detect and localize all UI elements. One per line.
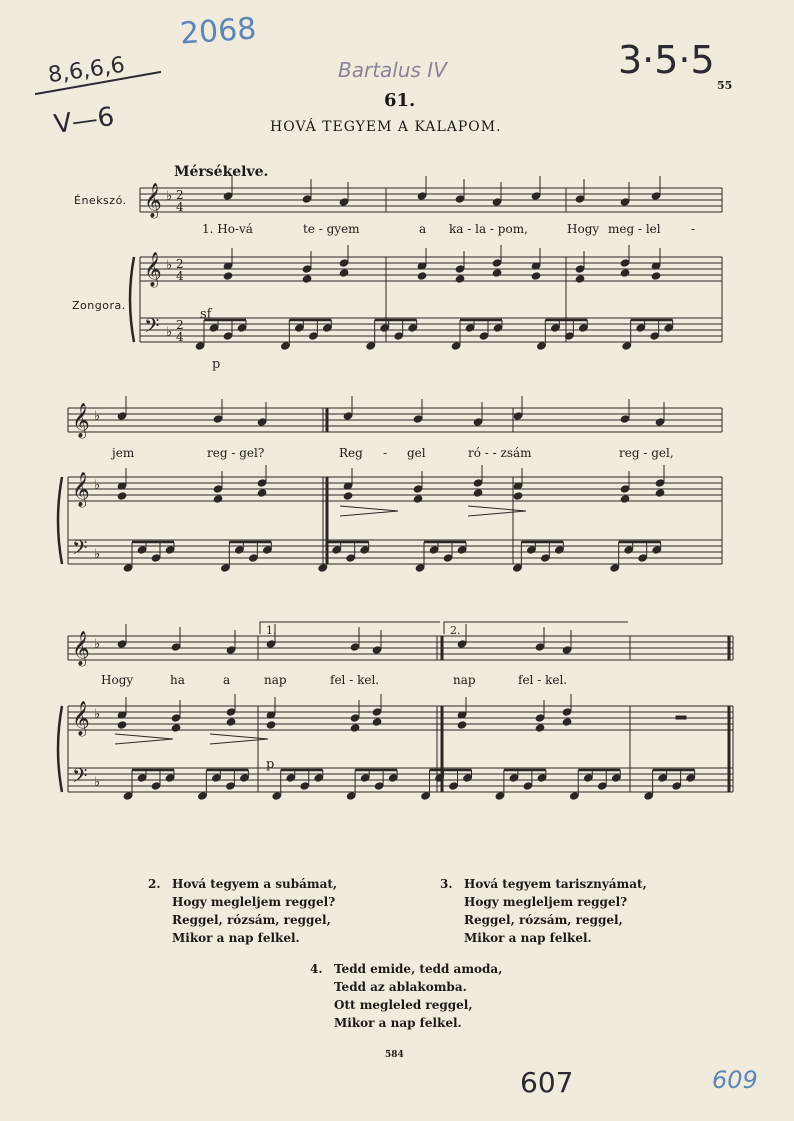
note-head	[394, 332, 404, 340]
note-head	[123, 792, 133, 800]
note-head	[493, 324, 503, 332]
lyric-s2-4: -	[383, 446, 388, 460]
footer-number: 584	[385, 1050, 404, 1060]
note-head	[257, 479, 267, 487]
verse-3-line-4: Mikor a nap felkel.	[464, 931, 592, 945]
note-head	[235, 546, 245, 554]
note-head	[257, 489, 267, 497]
note-head	[350, 643, 360, 651]
note-head	[513, 412, 523, 420]
note-head	[117, 412, 127, 420]
note-head	[535, 643, 545, 651]
piano-brace	[58, 477, 62, 564]
note-head	[457, 721, 467, 729]
note-head	[579, 324, 589, 332]
note-head	[137, 774, 147, 782]
note-head	[266, 721, 276, 729]
treble-clef-icon: 𝄞	[72, 701, 90, 736]
note-head	[171, 643, 181, 651]
note-head	[429, 546, 439, 554]
note-head	[611, 774, 621, 782]
song-number: 61.	[384, 90, 416, 111]
note-head	[562, 708, 572, 716]
note-head	[209, 324, 219, 332]
note-head	[652, 546, 662, 554]
note-head	[575, 275, 585, 283]
note-head	[443, 554, 453, 562]
note-head	[302, 275, 312, 283]
note-head	[620, 485, 630, 493]
song-title: HOVÁ TEGYEM A KALAPOM.	[270, 119, 502, 135]
note-head	[240, 774, 250, 782]
note-head	[257, 418, 267, 426]
note-head	[449, 782, 459, 790]
flat-icon: ♭	[166, 258, 173, 273]
note-head	[620, 495, 630, 503]
note-head	[655, 418, 665, 426]
note-head	[117, 721, 127, 729]
verse-2-line-1: Hová tegyem a subámat,	[172, 877, 338, 891]
verse-3-line-1: Hová tegyem tarisznyámat,	[464, 877, 647, 891]
verse-4-line-2: Tedd az ablakomba.	[334, 980, 467, 994]
note-head	[286, 774, 296, 782]
note-head	[473, 479, 483, 487]
note-head	[624, 546, 634, 554]
note-head	[350, 714, 360, 722]
note-head	[339, 259, 349, 267]
note-head	[651, 272, 661, 280]
whole-rest	[676, 716, 686, 719]
note-head	[413, 485, 423, 493]
lyric-s3-5: fel - kel.	[330, 673, 380, 687]
note-head	[644, 792, 654, 800]
note-head	[551, 324, 561, 332]
note-head	[597, 782, 607, 790]
lyric-s1-1: 1. Ho-vá	[202, 222, 253, 236]
note-head	[343, 492, 353, 500]
note-head	[655, 479, 665, 487]
accent-hairpin	[468, 506, 526, 516]
dynamic-p: p	[266, 757, 275, 772]
note-head	[620, 415, 630, 423]
treble-clef-icon: 𝄞	[72, 631, 90, 666]
time-signature-bottom: 4	[176, 200, 184, 214]
volta-1-label: 1.	[266, 624, 277, 637]
time-signature-bottom: 4	[176, 330, 184, 344]
note-head	[226, 646, 236, 654]
flat-icon: ♭	[94, 478, 101, 493]
note-head	[223, 272, 233, 280]
note-head	[309, 332, 319, 340]
note-head	[171, 724, 181, 732]
verse-4-line-4: Mikor a nap felkel.	[334, 1016, 462, 1030]
note-head	[366, 342, 376, 350]
note-head	[622, 342, 632, 350]
note-head	[151, 782, 161, 790]
note-head	[457, 546, 467, 554]
note-head	[346, 792, 356, 800]
note-head	[372, 708, 382, 716]
lyric-s1-3: a	[419, 222, 427, 236]
verse-3	[440, 875, 647, 947]
note-head	[198, 792, 208, 800]
verse-4-line-1: Tedd emide, tedd amoda,	[334, 962, 503, 976]
note-head	[537, 342, 547, 350]
note-head	[302, 265, 312, 273]
flat-icon: ♭	[94, 637, 101, 652]
note-head	[212, 774, 222, 782]
note-head	[638, 554, 648, 562]
handwritten-top-right-number: 3·5·5	[618, 38, 715, 82]
note-head	[479, 332, 489, 340]
note-head	[374, 782, 384, 790]
voice-label: Énekszó.	[74, 194, 127, 207]
note-head	[237, 324, 247, 332]
dynamic-p: p	[212, 357, 221, 372]
lyric-s3-6: nap	[453, 673, 476, 687]
page-number: 55	[717, 79, 733, 92]
note-head	[569, 792, 579, 800]
lyric-s1-2: te - gyem	[303, 222, 360, 236]
note-head	[575, 265, 585, 273]
tempo-marking: Mérsékelve.	[174, 164, 269, 180]
note-head	[620, 198, 630, 206]
note-head	[686, 774, 696, 782]
note-head	[408, 324, 418, 332]
note-head	[323, 324, 333, 332]
lyric-s3-3: a	[223, 673, 231, 687]
note-head	[655, 489, 665, 497]
treble-clef-icon: 𝄞	[72, 472, 90, 507]
note-head	[562, 646, 572, 654]
accent-hairpin	[340, 506, 398, 516]
note-head	[465, 324, 475, 332]
time-signature-top: 2	[176, 188, 184, 202]
note-head	[664, 324, 674, 332]
note-head	[314, 774, 324, 782]
piano-brace	[130, 257, 134, 342]
note-head	[226, 718, 236, 726]
flat-icon: ♭	[94, 775, 101, 790]
note-head	[509, 774, 519, 782]
flat-icon: ♭	[94, 707, 101, 722]
note-head	[473, 418, 483, 426]
note-head	[213, 495, 223, 503]
note-head	[562, 718, 572, 726]
note-head	[318, 564, 328, 572]
note-head	[388, 774, 398, 782]
accent-hairpin	[115, 734, 173, 744]
note-head	[473, 489, 483, 497]
note-head	[413, 415, 423, 423]
volta-2-label: 2.	[450, 624, 461, 637]
lyric-s2-2: reg - gel?	[207, 446, 265, 460]
note-head	[213, 415, 223, 423]
note-head	[531, 192, 541, 200]
note-head	[421, 792, 431, 800]
flat-icon: ♭	[94, 409, 101, 424]
treble-clef-icon: 𝄞	[144, 183, 162, 218]
volta-1-bracket	[260, 622, 440, 634]
note-head	[281, 342, 291, 350]
note-head	[457, 640, 467, 648]
note-head	[272, 792, 282, 800]
volta-2-bracket	[444, 622, 628, 634]
note-head	[165, 546, 175, 554]
note-head	[535, 724, 545, 732]
verse-2-line-2: Hogy megleljem reggel?	[172, 895, 336, 909]
verse-4-number: 4.	[310, 962, 323, 976]
flat-icon: ♭	[166, 189, 173, 204]
lyric-s2-7: reg - gel,	[619, 446, 674, 460]
verse-2-line-4: Mikor a nap felkel.	[172, 931, 300, 945]
note-head	[343, 412, 353, 420]
note-head	[650, 332, 660, 340]
note-head	[380, 324, 390, 332]
verse-3-line-3: Reggel, rózsám, reggel,	[464, 913, 623, 927]
note-head	[350, 724, 360, 732]
note-head	[413, 495, 423, 503]
flat-icon: ♭	[166, 325, 173, 340]
lyric-s2-1: jem	[112, 446, 135, 460]
time-signature-bottom: 4	[176, 269, 184, 283]
accent-hairpin	[210, 734, 268, 744]
note-head	[339, 198, 349, 206]
note-head	[620, 259, 630, 267]
note-head	[415, 564, 425, 572]
note-head	[417, 272, 427, 280]
note-head	[541, 554, 551, 562]
handwritten-bottom-blue-number: 609	[712, 1066, 758, 1094]
handwritten-fraction: 8,6,6,6	[46, 52, 127, 89]
note-head	[295, 324, 305, 332]
note-head	[117, 492, 127, 500]
note-head	[137, 546, 147, 554]
note-head	[492, 259, 502, 267]
note-head	[555, 546, 565, 554]
note-head	[620, 269, 630, 277]
note-head	[583, 774, 593, 782]
note-head	[527, 546, 537, 554]
handwritten-roman: V—6	[52, 101, 117, 141]
lyric-s2-6: ró - - zsám	[468, 446, 532, 460]
archive-number-blue: 2068	[178, 11, 258, 52]
dynamic-sf: sf	[200, 307, 212, 322]
note-head	[226, 708, 236, 716]
lyric-s1-7: -	[691, 222, 696, 236]
note-head	[339, 269, 349, 277]
note-head	[117, 640, 127, 648]
note-head	[360, 546, 370, 554]
note-head	[300, 782, 310, 790]
flat-icon: ♭	[94, 547, 101, 562]
verse-2-line-3: Reggel, rózsám, reggel,	[172, 913, 331, 927]
note-head	[455, 275, 465, 283]
bass-clef-icon: 𝄢	[144, 314, 160, 342]
note-head	[171, 714, 181, 722]
note-head	[165, 774, 175, 782]
note-head	[523, 782, 533, 790]
note-head	[151, 554, 161, 562]
pencil-note: Bartalus IV	[338, 58, 447, 82]
lyric-s3-1: Hogy	[101, 673, 134, 687]
handwritten-bottom-number: 607	[520, 1066, 574, 1099]
note-head	[360, 774, 370, 782]
note-head	[658, 774, 668, 782]
note-head	[513, 492, 523, 500]
verse-2	[148, 875, 337, 947]
note-head	[651, 192, 661, 200]
lyric-s2-5: gel	[407, 446, 426, 460]
note-head	[123, 564, 133, 572]
time-signature-top: 2	[176, 318, 184, 332]
note-head	[346, 554, 356, 562]
bass-clef-icon: 𝄢	[72, 764, 88, 792]
note-head	[372, 718, 382, 726]
note-head	[575, 195, 585, 203]
lyric-s3-4: nap	[264, 673, 287, 687]
note-head	[332, 546, 342, 554]
note-head	[495, 792, 505, 800]
note-head	[223, 332, 233, 340]
lyric-s3-2: ha	[170, 673, 185, 687]
note-head	[266, 640, 276, 648]
note-head	[636, 324, 646, 332]
lyric-s3-7: fel - kel.	[518, 673, 568, 687]
note-head	[492, 198, 502, 206]
lyric-s2-3: Reg	[339, 446, 363, 460]
lyric-s1-5: Hogy	[567, 222, 600, 236]
note-head	[672, 782, 682, 790]
note-head	[221, 564, 231, 572]
note-head	[223, 192, 233, 200]
note-head	[226, 782, 236, 790]
note-head	[455, 265, 465, 273]
treble-clef-icon: 𝄞	[72, 403, 90, 438]
verse-3-number: 3.	[440, 877, 453, 891]
note-head	[417, 192, 427, 200]
note-head	[263, 546, 273, 554]
verse-3-line-2: Hogy megleljem reggel?	[464, 895, 628, 909]
piano-brace	[58, 706, 62, 792]
piano-label: Zongora.	[72, 299, 126, 312]
note-head	[372, 646, 382, 654]
note-head	[451, 342, 461, 350]
bass-clef-icon: 𝄢	[72, 536, 88, 564]
note-head	[455, 195, 465, 203]
note-head	[302, 195, 312, 203]
note-head	[531, 272, 541, 280]
note-head	[513, 564, 523, 572]
note-head	[195, 342, 205, 350]
lyric-s1-4: ka - la - pom,	[449, 222, 528, 236]
note-head	[610, 564, 620, 572]
note-head	[535, 714, 545, 722]
note-head	[537, 774, 547, 782]
verse-2-number: 2.	[148, 877, 161, 891]
verse-4-line-3: Ott megleled reggel,	[334, 998, 473, 1012]
note-head	[492, 269, 502, 277]
lyric-s1-6: meg - lel	[608, 222, 661, 236]
note-head	[249, 554, 259, 562]
verse-4	[310, 960, 502, 1032]
note-head	[213, 485, 223, 493]
note-head	[463, 774, 473, 782]
time-signature-top: 2	[176, 257, 184, 271]
treble-clef-icon: 𝄞	[144, 252, 162, 287]
